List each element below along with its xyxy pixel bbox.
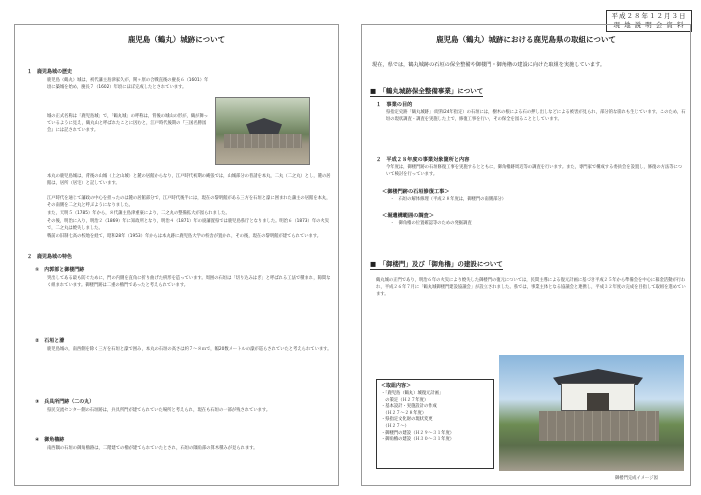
castle-ruins-photo [215, 97, 310, 165]
right-panel-prefecture-efforts [361, 24, 691, 486]
left-panel-title: 鹿児島（鶴丸）城跡について [127, 35, 226, 44]
list-item: の策定（Ｈ２７年度） [381, 397, 429, 403]
preservation-project-heading: ■ 「鶴丸城跡保全整備事業」について [370, 87, 484, 95]
list-item: ・御角櫓の建設（Ｈ３０～３１年度） [381, 437, 455, 443]
gate-completion-rendering [499, 355, 684, 471]
efforts-list [377, 391, 493, 444]
feature-1-text: 突出してある最も防ぐために，門の内側を直角に折り曲げた枡形を造っています。周囲の石垣は「切り込みはぎ」と呼ばれる工法で積まれ，隙間なく組まれています。御楼門跡は二重の櫓門であったと考えられています。 [47, 276, 331, 288]
gate-turret-construction-heading: ■ 「御楼門」及び「御角櫓」の建設について [370, 260, 503, 268]
left-panel-castle-history [14, 24, 339, 486]
section-history-heading: １ 鹿児島城の歴史 [27, 69, 73, 75]
session-type-line: 現 地 説 明 会 資 料 [613, 21, 685, 29]
feature-4-heading: ④ 御角櫓跡 [35, 437, 65, 443]
construction-description-text: 鶴丸城の正門であり，明治６年の火災により焼失した御楼門の復元については，民間主導による復元計画に基づき平成２５年から準備会を中心に募金活動が行われ，平成２６年７月に「鶴丸城御楼門建設協議会」が設立されました。県では，事業主体となる協議会と連携し，平成３２年度の完成を目指して取組を進めています。 [376, 278, 686, 297]
project-purpose-text: 県指定史跡「鶴丸城跡」（昭和24年指定）の石垣には，樹木の根による石の押し出しなどによる被害が見られ，部分的な崩れも生じています。このため，石垣の現状調査・調査を実施した上で，修復工事を行い，その保全を図ることとしています。 [386, 110, 686, 122]
list-item: ・基本設計・実施設計の作成 [381, 404, 437, 410]
history-paragraph-5: また，天明５（1785）年から，８代藩主島津重豪により，二之丸の整備拡大が図られました。 [47, 211, 230, 216]
list-item: （Ｈ２７～２８年度） [381, 410, 427, 416]
list-item: ・県指定文化財の現状変更 [381, 417, 433, 423]
section-features-heading: ２ 鹿児島城の特色 [27, 254, 73, 260]
history-paragraph-3: 本丸の鹿児島城は，背後の山城（上之山城）と麓の居館からなり，江戸時代初期の縄張では，山城部分の普請を本丸，二丸（二之丸）とし，麓の居館は，居所（居宅）と記しています。 [47, 174, 331, 186]
feature-3-heading: ③ 兵具所門跡（二の丸） [35, 399, 95, 405]
project-scope-heading: ２ 平成２８年度の事業対象箇所と内容 [376, 157, 470, 163]
feature-3-text: 県民交流センター側の石垣跡は，兵具所門が建てられていた場所と考えられ，現在も石垣の一部が残されています。 [47, 408, 271, 413]
rendering-gate-door [587, 393, 609, 411]
feature-2-text: 鹿児島城の，南西側を除く三方を石垣と濠で囲み，本丸の石垣の高さは約７～８ｍで，幅20数メートルの濠が巡らされていたと考えられています。 [47, 347, 332, 352]
gate-wall-repair-heading: ＜御楼門跡の石垣修復工事＞ [382, 189, 450, 195]
photo-gate-roof [246, 118, 282, 134]
history-paragraph-7: 戦前の旧制七高の校地を経て，昭和28年（1953）年からは本丸跡に鹿児島大学の校舎が置かれ，その後，現在の黎明館が建てられています。 [47, 234, 322, 239]
photo-stone-wall [224, 134, 302, 148]
rendering-caption: 御楼門完成イメージ図 [615, 476, 658, 481]
history-paragraph-6: その後，明治に入り，明治２（1869）年に知政所となり，明治４（1871）年の廃藩置県では鹿児島県庁となりました。明治６（1873）年の火災で，二之丸は焼失しました。 [47, 219, 330, 231]
efforts-list-title: ＜取組内容＞ [381, 383, 412, 389]
feature-1-heading: ① 内郭部と御楼門跡 [35, 267, 85, 273]
history-paragraph-4: 江戸時代を通じて藩政の中心を担ったのは麓の居館部分で，江戸時代後半には，現在の黎明館がある三方を石垣と濠に囲まれた藩主の居館を本丸，その南側を二之丸と呼ぶようになりました。 [47, 196, 331, 208]
feature-4-text: 南西隅の石垣の御角櫓跡は，二階建ての櫓が建てられていたとされ，石垣の隅角部の算木積みが見られます。 [47, 446, 258, 451]
moat-survey-text: ・ 御角櫓の位置確認等のための発掘調査 [390, 221, 472, 226]
gate-wall-repair-text: ・ 石垣の解体修理（平成２８年度は，御楼門の南側部分） [390, 197, 507, 202]
project-scope-text: 今年度は，御楼門跡の石垣修復工事を実施するとともに，御角櫓跡周辺等の調査を行います。また，専門家で構成する委員会を設置し，修復の方法等について検討を行っています。 [386, 165, 683, 177]
list-item: ・「鹿児島（鶴丸）城復元計画」 [381, 391, 444, 396]
date-line: 平成２８年１２月３日 [611, 12, 687, 20]
right-intro-text: 現在，県では，鶴丸城跡の石垣の保全整備や御楼門・御角櫓の建設に向けた取組を実施しています。 [372, 62, 606, 68]
rendering-stone-base [539, 411, 659, 441]
list-item: ・御楼門の建設（Ｈ２９～３１年度） [381, 430, 455, 436]
history-paragraph-1: 鹿児島（鶴丸）城は，初代藩主島津家久が，関ヶ原の合戦直後の慶長６（1601）年頃に築城を始め，慶長７（1602）年頃にほぼ完成したとされています。 [47, 78, 209, 90]
feature-2-heading: ② 石垣と濠 [35, 338, 65, 344]
moat-survey-heading: ＜堀遺構範囲の調査＞ [382, 213, 434, 219]
right-panel-title: 鹿児島（鶴丸）城跡における鹿児島県の取組について [436, 35, 616, 44]
history-paragraph-2: 城の正式名称は「鹿児島城」で，「鶴丸城」の呼称は，背後の城山の形が，鶴が舞っているように見え，鶴丸山と呼ばれたことに因むと，江戸時代後期の『三国名勝図会』には記されています。 [47, 114, 209, 133]
efforts-list-box [376, 379, 494, 469]
project-purpose-heading: １ 事業の目的 [376, 102, 413, 108]
list-item: （Ｈ２７～） [381, 423, 409, 429]
